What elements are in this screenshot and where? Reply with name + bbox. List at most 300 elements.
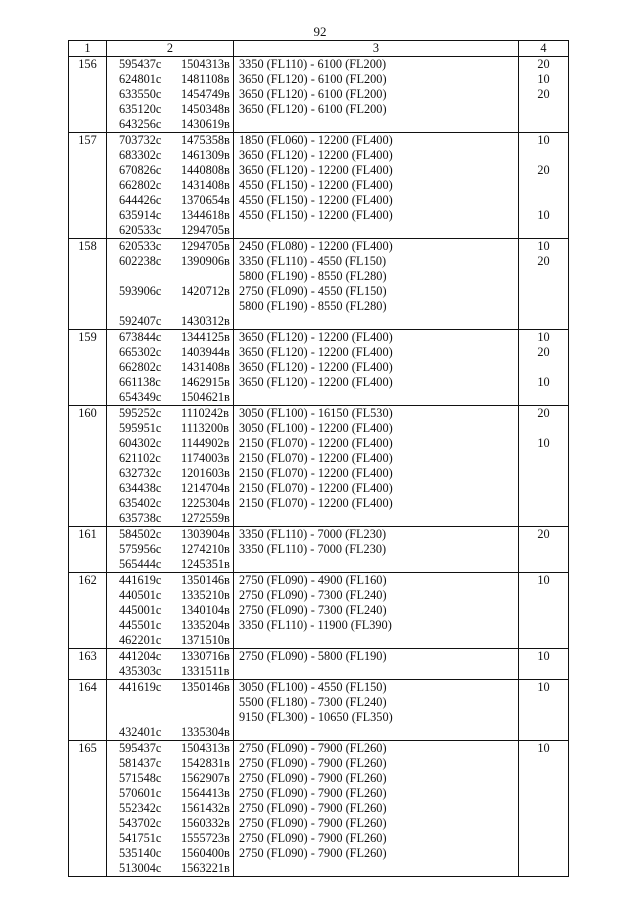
longitude: 1475358в	[181, 133, 230, 147]
coordinate-line	[107, 680, 233, 695]
latitude: 513004с	[119, 861, 162, 875]
longitude: 1430312в	[181, 314, 230, 328]
coordinates-cell	[107, 239, 234, 330]
value	[519, 861, 568, 876]
value: 10	[537, 649, 550, 663]
zone-number-cell	[69, 406, 107, 527]
value	[519, 178, 568, 193]
value-cell	[519, 133, 569, 239]
altitude-range: 2150 (FL070) - 12200 (FL400)	[239, 436, 393, 450]
altitude-range: 2150 (FL070) - 12200 (FL400)	[239, 496, 393, 510]
altitude-cell	[234, 527, 519, 573]
altitude-cell	[234, 649, 519, 680]
coordinate-line	[107, 239, 233, 254]
coordinate-line	[107, 771, 233, 786]
longitude: 1272559в	[181, 511, 230, 525]
coordinate-line	[107, 496, 233, 511]
altitude-range: 5800 (FL190) - 8550 (FL280)	[239, 269, 387, 283]
coordinates-cell	[107, 330, 234, 406]
zone-number-cell	[69, 573, 107, 649]
longitude: 1110242в	[181, 406, 229, 420]
altitude-range	[234, 725, 518, 740]
coordinate-line	[107, 695, 233, 710]
longitude: 1303904в	[181, 527, 230, 541]
latitude: 635914с	[119, 208, 162, 222]
value	[519, 299, 568, 314]
coordinate-line	[107, 269, 233, 284]
altitude-cell	[234, 133, 519, 239]
latitude: 643256с	[119, 117, 162, 131]
coordinate-line	[107, 710, 233, 725]
zone-number-cell	[69, 239, 107, 330]
value	[519, 314, 568, 329]
altitude-range: 3650 (FL120) - 12200 (FL400)	[239, 163, 393, 177]
value: 10	[537, 208, 550, 222]
zone-number: 161	[78, 527, 97, 541]
table-row	[69, 527, 569, 573]
altitude-range: 3650 (FL120) - 12200 (FL400)	[239, 375, 393, 389]
latitude: 595252с	[119, 406, 162, 420]
table-row	[69, 649, 569, 680]
value	[519, 633, 568, 648]
value	[519, 511, 568, 526]
altitude-range: 3050 (FL100) - 12200 (FL400)	[239, 421, 393, 435]
value: 10	[537, 680, 550, 694]
altitude-range: 2150 (FL070) - 12200 (FL400)	[239, 466, 393, 480]
altitude-range: 3650 (FL120) - 6100 (FL200)	[239, 102, 387, 116]
latitude: 535140с	[119, 846, 162, 860]
value: 10	[537, 436, 550, 450]
altitude-cell	[234, 741, 519, 877]
altitude-range	[234, 664, 518, 679]
altitude-range: 2750 (FL090) - 4900 (FL160)	[239, 573, 387, 587]
altitude-range: 3350 (FL110) - 7000 (FL230)	[239, 542, 387, 556]
value-cell	[519, 680, 569, 741]
value: 10	[537, 375, 550, 389]
longitude: 1542831в	[181, 756, 230, 770]
table-row	[69, 573, 569, 649]
coordinates-cell	[107, 649, 234, 680]
longitude: 1335210в	[181, 588, 230, 602]
header-col-2: 2	[107, 41, 234, 57]
longitude: 1144902в	[181, 436, 230, 450]
coordinate-line	[107, 664, 233, 679]
value	[519, 390, 568, 405]
longitude: 1504313в	[181, 57, 230, 71]
latitude: 584502с	[119, 527, 162, 541]
header-col-3: 3	[234, 41, 519, 57]
latitude: 644426с	[119, 193, 162, 207]
altitude-range: 9150 (FL300) - 10650 (FL350)	[239, 710, 393, 724]
longitude: 1245351в	[181, 557, 230, 571]
value	[519, 664, 568, 679]
zone-number: 160	[78, 406, 97, 420]
latitude: 565444с	[119, 557, 162, 571]
altitude-range: 5500 (FL180) - 7300 (FL240)	[239, 695, 387, 709]
coordinate-line	[107, 861, 233, 876]
coordinate-line	[107, 163, 233, 178]
latitude: 683302с	[119, 148, 162, 162]
longitude: 1201603в	[181, 466, 230, 480]
coordinate-line	[107, 375, 233, 390]
altitude-range	[234, 223, 518, 238]
altitude-range: 2750 (FL090) - 7300 (FL240)	[239, 588, 387, 602]
coordinate-line	[107, 846, 233, 861]
coordinate-line	[107, 573, 233, 588]
value	[519, 496, 568, 511]
value: 20	[537, 57, 550, 71]
latitude: 634438с	[119, 481, 162, 495]
coordinate-line	[107, 725, 233, 740]
longitude: 1450348в	[181, 102, 230, 116]
table-row	[69, 741, 569, 877]
latitude: 445001с	[119, 603, 162, 617]
table-row	[69, 406, 569, 527]
value	[519, 816, 568, 831]
altitude-range: 2750 (FL090) - 5800 (FL190)	[239, 649, 387, 663]
coordinate-line	[107, 178, 233, 193]
longitude: 1174003в	[181, 451, 230, 465]
altitude-range: 2750 (FL090) - 7900 (FL260)	[239, 771, 387, 785]
zone-number: 162	[78, 573, 97, 587]
latitude: 541751с	[119, 831, 162, 845]
latitude: 665302с	[119, 345, 162, 359]
latitude: 673844с	[119, 330, 162, 344]
altitude-cell	[234, 680, 519, 741]
altitude-range: 3350 (FL110) - 4550 (FL150)	[239, 254, 387, 268]
latitude: 595437с	[119, 57, 162, 71]
latitude: 632732с	[119, 466, 162, 480]
value: 20	[537, 527, 550, 541]
coordinate-line	[107, 223, 233, 238]
coordinate-line	[107, 451, 233, 466]
table-row	[69, 239, 569, 330]
altitude-range: 2750 (FL090) - 7900 (FL260)	[239, 846, 387, 860]
coordinates-cell	[107, 133, 234, 239]
longitude: 1562907в	[181, 771, 230, 785]
altitude-range: 4550 (FL150) - 12200 (FL400)	[239, 193, 393, 207]
longitude: 1225304в	[181, 496, 230, 510]
coordinate-line	[107, 87, 233, 102]
altitude-cell	[234, 330, 519, 406]
coordinate-line	[107, 542, 233, 557]
value	[519, 603, 568, 618]
longitude: 1330716в	[181, 649, 230, 663]
latitude: 440501с	[119, 588, 162, 602]
zone-number-cell	[69, 57, 107, 133]
latitude: 604302с	[119, 436, 162, 450]
table-row	[69, 57, 569, 133]
table-row	[69, 133, 569, 239]
coordinate-line	[107, 57, 233, 72]
value-cell	[519, 330, 569, 406]
value	[519, 223, 568, 238]
latitude: 441619с	[119, 680, 162, 694]
value	[519, 710, 568, 725]
longitude: 1294705в	[181, 223, 230, 237]
value	[519, 801, 568, 816]
latitude: 571548с	[119, 771, 162, 785]
table-row	[69, 330, 569, 406]
zone-number-cell	[69, 741, 107, 877]
altitude-range: 3650 (FL120) - 6100 (FL200)	[239, 72, 387, 86]
coordinate-line	[107, 527, 233, 542]
zone-number-cell	[69, 527, 107, 573]
airspace-table	[68, 40, 569, 877]
coordinates-cell	[107, 573, 234, 649]
latitude: 633550с	[119, 87, 162, 101]
longitude: 1461309в	[181, 148, 230, 162]
zone-number: 156	[78, 57, 97, 71]
longitude: 1454749в	[181, 87, 230, 101]
header-col-1: 1	[69, 41, 107, 57]
latitude: 670826с	[119, 163, 162, 177]
altitude-cell	[234, 573, 519, 649]
latitude: 581437с	[119, 756, 162, 770]
longitude: 1294705в	[181, 239, 230, 253]
value	[519, 269, 568, 284]
longitude: 1370654в	[181, 193, 230, 207]
longitude: 1462915в	[181, 375, 230, 389]
coordinate-line	[107, 314, 233, 329]
value-cell	[519, 741, 569, 877]
longitude: 1403944в	[181, 345, 230, 359]
longitude: 1214704в	[181, 481, 230, 495]
value-cell	[519, 573, 569, 649]
longitude: 1335304в	[181, 725, 230, 739]
value-cell	[519, 239, 569, 330]
altitude-range: 2150 (FL070) - 12200 (FL400)	[239, 481, 393, 495]
longitude: 1560332в	[181, 816, 230, 830]
longitude: 1431408в	[181, 360, 230, 374]
value	[519, 481, 568, 496]
coordinate-line	[107, 406, 233, 421]
latitude: 624801с	[119, 72, 162, 86]
altitude-range: 2750 (FL090) - 4550 (FL150)	[239, 284, 387, 298]
altitude-range: 3650 (FL120) - 12200 (FL400)	[239, 148, 393, 162]
longitude: 1563221в	[181, 861, 230, 875]
altitude-range: 2750 (FL090) - 7900 (FL260)	[239, 801, 387, 815]
altitude-range: 2750 (FL090) - 7900 (FL260)	[239, 786, 387, 800]
altitude-range: 1850 (FL060) - 12200 (FL400)	[239, 133, 393, 147]
value: 10	[537, 72, 550, 86]
altitude-range: 3350 (FL110) - 11900 (FL390)	[239, 618, 392, 632]
coordinates-cell	[107, 406, 234, 527]
longitude: 1371510в	[181, 633, 230, 647]
altitude-range: 2450 (FL080) - 12200 (FL400)	[239, 239, 393, 253]
table-body	[69, 57, 569, 877]
latitude: 441204с	[119, 649, 162, 663]
longitude: 1481108в	[181, 72, 230, 86]
coordinate-line	[107, 102, 233, 117]
latitude: 635402с	[119, 496, 162, 510]
altitude-cell	[234, 57, 519, 133]
longitude: 1350146в	[181, 680, 230, 694]
value-cell	[519, 527, 569, 573]
longitude: 1344125в	[181, 330, 230, 344]
zone-number: 163	[78, 649, 97, 663]
coordinate-line	[107, 117, 233, 132]
value-cell	[519, 406, 569, 527]
page-number: 92	[313, 24, 327, 39]
coordinate-line	[107, 511, 233, 526]
value	[519, 831, 568, 846]
latitude: 445501с	[119, 618, 162, 632]
value	[519, 618, 568, 633]
latitude: 654349с	[119, 390, 162, 404]
longitude: 1564413в	[181, 786, 230, 800]
value: 20	[537, 345, 550, 359]
coordinate-line	[107, 148, 233, 163]
value	[519, 771, 568, 786]
header-col-4: 4	[519, 41, 569, 57]
latitude: 635738с	[119, 511, 162, 525]
latitude: 432401с	[119, 725, 162, 739]
longitude: 1331511в	[181, 664, 230, 678]
coordinates-cell	[107, 57, 234, 133]
latitude: 575956с	[119, 542, 162, 556]
latitude: 462201с	[119, 633, 162, 647]
altitude-range: 2750 (FL090) - 7900 (FL260)	[239, 816, 387, 830]
zone-number: 165	[78, 741, 97, 755]
latitude: 441619с	[119, 573, 162, 587]
value: 10	[537, 133, 550, 147]
latitude: 662802с	[119, 360, 162, 374]
longitude: 1390906в	[181, 254, 230, 268]
latitude: 662802с	[119, 178, 162, 192]
longitude: 1504313в	[181, 741, 230, 755]
coordinate-line	[107, 299, 233, 314]
longitude: 1431408в	[181, 178, 230, 192]
coordinate-line	[107, 816, 233, 831]
altitude-range	[234, 314, 518, 329]
altitude-range: 2750 (FL090) - 7300 (FL240)	[239, 603, 387, 617]
coordinate-line	[107, 390, 233, 405]
latitude: 621102с	[119, 451, 161, 465]
coordinate-line	[107, 284, 233, 299]
value	[519, 148, 568, 163]
latitude: 570601с	[119, 786, 162, 800]
coordinate-line	[107, 741, 233, 756]
value	[519, 451, 568, 466]
value: 10	[537, 330, 550, 344]
longitude: 1440808в	[181, 163, 230, 177]
coordinate-line	[107, 254, 233, 269]
coordinate-line	[107, 208, 233, 223]
longitude: 1274210в	[181, 542, 230, 556]
longitude: 1504621в	[181, 390, 230, 404]
value	[519, 466, 568, 481]
altitude-range: 3650 (FL120) - 12200 (FL400)	[239, 360, 393, 374]
value-cell	[519, 57, 569, 133]
latitude: 552342с	[119, 801, 162, 815]
coordinate-line	[107, 193, 233, 208]
coordinate-line	[107, 603, 233, 618]
value	[519, 542, 568, 557]
longitude: 1560400в	[181, 846, 230, 860]
value	[519, 102, 568, 117]
value	[519, 695, 568, 710]
longitude: 1561432в	[181, 801, 230, 815]
coordinates-cell	[107, 741, 234, 877]
value	[519, 846, 568, 861]
value: 10	[537, 573, 550, 587]
altitude-cell	[234, 239, 519, 330]
coordinates-cell	[107, 680, 234, 741]
longitude: 1340104в	[181, 603, 230, 617]
value	[519, 588, 568, 603]
latitude: 602238с	[119, 254, 162, 268]
coordinate-line	[107, 786, 233, 801]
coordinate-line	[107, 756, 233, 771]
altitude-range: 3050 (FL100) - 4550 (FL150)	[239, 680, 387, 694]
value: 20	[537, 406, 550, 420]
zone-number-cell	[69, 680, 107, 741]
value	[519, 284, 568, 299]
altitude-range	[234, 511, 518, 526]
coordinate-line	[107, 801, 233, 816]
coordinate-line	[107, 588, 233, 603]
value	[519, 360, 568, 375]
altitude-range	[234, 557, 518, 572]
latitude: 620533с	[119, 239, 162, 253]
value	[519, 193, 568, 208]
longitude: 1555723в	[181, 831, 230, 845]
value	[519, 117, 568, 132]
altitude-range: 2750 (FL090) - 7900 (FL260)	[239, 741, 387, 755]
altitude-cell	[234, 406, 519, 527]
longitude: 1420712в	[181, 284, 230, 298]
zone-number: 164	[78, 680, 97, 694]
altitude-range: 3350 (FL110) - 6100 (FL200)	[239, 57, 387, 71]
coordinate-line	[107, 557, 233, 572]
coordinate-line	[107, 436, 233, 451]
value	[519, 786, 568, 801]
value	[519, 756, 568, 771]
latitude: 592407с	[119, 314, 162, 328]
coordinate-line	[107, 618, 233, 633]
value: 20	[537, 163, 550, 177]
coordinate-line	[107, 360, 233, 375]
latitude: 620533с	[119, 223, 162, 237]
longitude: 1335204в	[181, 618, 230, 632]
value	[519, 421, 568, 436]
longitude: 1344618в	[181, 208, 230, 222]
latitude: 435303с	[119, 664, 162, 678]
altitude-range: 3650 (FL120) - 12200 (FL400)	[239, 330, 393, 344]
coordinate-line	[107, 330, 233, 345]
altitude-range: 5800 (FL190) - 8550 (FL280)	[239, 299, 387, 313]
longitude: 1350146в	[181, 573, 230, 587]
table-row	[69, 680, 569, 741]
latitude: 703732с	[119, 133, 162, 147]
coordinate-line	[107, 421, 233, 436]
altitude-range: 2750 (FL090) - 7900 (FL260)	[239, 756, 387, 770]
altitude-range	[234, 861, 518, 876]
longitude: 1113200в	[181, 421, 229, 435]
latitude: 543702с	[119, 816, 162, 830]
value: 20	[537, 87, 550, 101]
coordinate-line	[107, 345, 233, 360]
zone-number-cell	[69, 133, 107, 239]
coordinate-line	[107, 133, 233, 148]
coordinate-line	[107, 831, 233, 846]
zone-number: 159	[78, 330, 97, 344]
latitude: 661138с	[119, 375, 161, 389]
altitude-range: 2750 (FL090) - 7900 (FL260)	[239, 831, 387, 845]
altitude-range: 4550 (FL150) - 12200 (FL400)	[239, 178, 393, 192]
value: 10	[537, 741, 550, 755]
